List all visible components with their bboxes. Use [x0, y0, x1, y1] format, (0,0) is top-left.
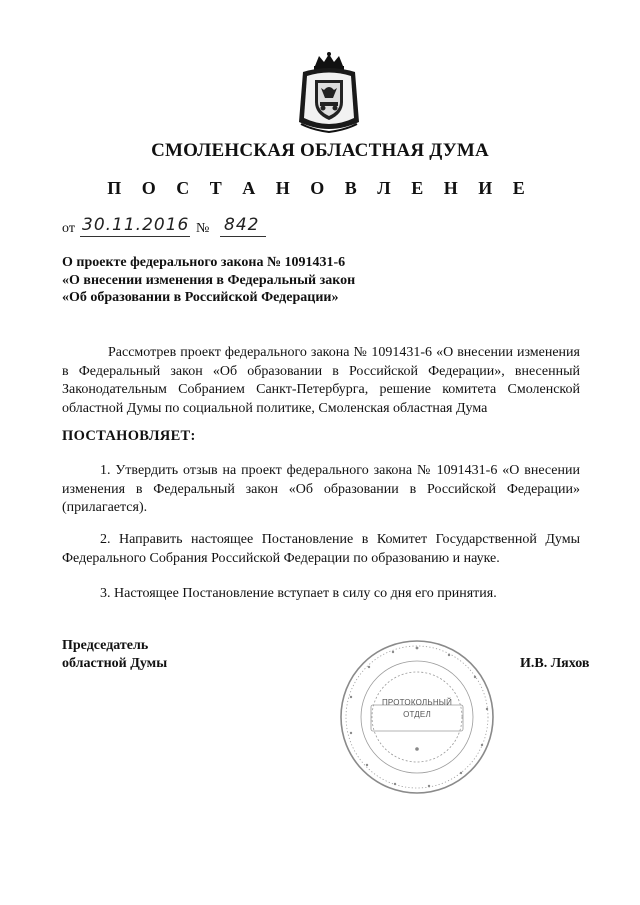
decree-item: 1. Утвердить отзыв на проект федерального закона № 1091431-6 «О внесении изменения в Федеральный закон «Об образовании в Российской Федерации» (прилагается). — [62, 463, 580, 515]
preamble-paragraph: Рассмотрев проект федерального закона № 1091431-6 «О внесении изменения в Федеральный закон «Об образовании в Российской Федерации», внесенный Законодательным Собранием Санкт-Петербурга, решение комитета Смоленской областной Думы по социальной политике, Смоленская областная Дума — [62, 345, 580, 416]
handwritten-number: 842 — [224, 215, 260, 235]
subject-line: «О внесении изменения в Федеральный закон — [62, 272, 356, 288]
subject-line: «Об образовании в Российской Федерации» — [62, 290, 339, 305]
signer-name: И.В. Ляхов — [520, 656, 590, 671]
coat-of-arms-icon — [293, 52, 365, 136]
decree-item: 2. Направить настоящее Постановление в Комитет Государственной Думы Федерального Собрания Российской Федерации по образованию и науке. — [62, 532, 580, 566]
handwritten-date: 30.11.2016 — [82, 215, 190, 235]
number-label: № — [196, 221, 210, 236]
date-underline — [80, 236, 190, 237]
date-number-line — [62, 213, 302, 239]
organization-name: СМОЛЕНСКАЯ ОБЛАСТНАЯ ДУМА — [151, 140, 489, 161]
decree-item: 3. Настоящее Постановление вступает в силу со дня его принятия. — [100, 586, 497, 601]
document-subject — [62, 254, 355, 307]
signer-title-line: областной Думы — [62, 656, 168, 671]
stamp-text: ПРОТОКОЛЬНЫЙ — [381, 698, 453, 707]
official-stamp — [337, 637, 497, 797]
signer-title-line: Председатель — [62, 638, 149, 653]
decree-heading: ПОСТАНОВЛЯЕТ: — [62, 428, 196, 444]
subject-line: О проекте федерального закона № 1091431-6 — [62, 255, 346, 270]
number-underline — [220, 236, 266, 237]
stamp-text: ОТДЕЛ — [403, 710, 431, 719]
document-type: П О С Т А Н О В Л Е Н И Е — [107, 178, 533, 198]
signer-title — [62, 637, 167, 673]
date-label: от — [62, 221, 75, 236]
